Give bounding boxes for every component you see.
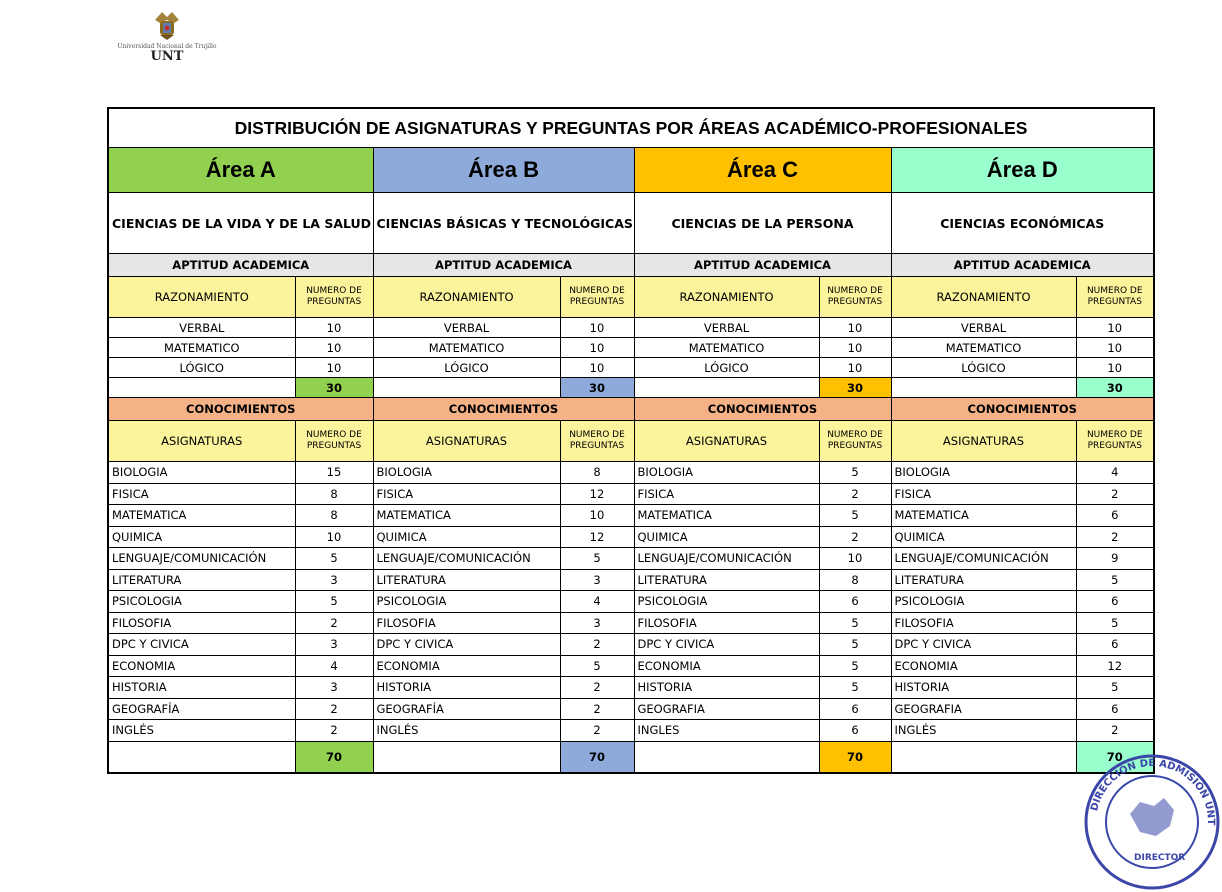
subject-name: QUIMICA xyxy=(891,526,1076,548)
razonamiento-header-row xyxy=(108,277,1154,318)
aptitud-value: 10 xyxy=(1076,338,1154,358)
subject-value: 2 xyxy=(295,720,373,742)
aptitud-label: LÓGICO xyxy=(108,358,295,378)
subject-value: 2 xyxy=(560,634,634,656)
area-a-name: Área A xyxy=(108,148,373,193)
aptitud-label: MATEMATICO xyxy=(891,338,1076,358)
area-description-row xyxy=(108,193,1154,254)
asignaturas-header-row xyxy=(108,421,1154,462)
subject-name: ECONOMIA xyxy=(891,655,1076,677)
subject-row xyxy=(108,612,1154,634)
subject-value: 3 xyxy=(295,569,373,591)
subject-value: 5 xyxy=(819,612,891,634)
admission-stamp xyxy=(1082,752,1222,892)
subject-name: LENGUAJE/COMUNICACIÓN xyxy=(891,548,1076,570)
numero-preguntas-header: NUMERO DE PREGUNTAS xyxy=(560,277,634,318)
aptitud-label: LÓGICO xyxy=(891,358,1076,378)
subject-row xyxy=(108,483,1154,505)
subject-name: LITERATURA xyxy=(891,569,1076,591)
subject-value: 3 xyxy=(560,569,634,591)
subject-row xyxy=(108,677,1154,699)
aptitud-value: 10 xyxy=(1076,358,1154,378)
subject-name: BIOLOGIA xyxy=(108,462,295,484)
subject-value: 2 xyxy=(819,526,891,548)
aptitud-header-row xyxy=(108,254,1154,277)
subject-name: FILOSOFIA xyxy=(891,612,1076,634)
subject-row xyxy=(108,698,1154,720)
subject-name: BIOLOGIA xyxy=(891,462,1076,484)
subject-row xyxy=(108,526,1154,548)
conocimientos-total-spacer xyxy=(634,741,819,773)
subject-value: 5 xyxy=(819,655,891,677)
aptitud-total-area-b: 30 xyxy=(560,378,634,398)
subject-row xyxy=(108,634,1154,656)
numero-preguntas-header: NUMERO DE PREGUNTAS xyxy=(1076,277,1154,318)
subject-value: 10 xyxy=(819,548,891,570)
subject-name: BIOLOGIA xyxy=(634,462,819,484)
conocimientos-header: CONOCIMIENTOS xyxy=(373,398,634,421)
numero-preguntas-header: NUMERO DE PREGUNTAS xyxy=(819,421,891,462)
aptitud-value: 10 xyxy=(560,338,634,358)
aptitud-label: MATEMATICO xyxy=(373,338,560,358)
subject-row xyxy=(108,462,1154,484)
area-name-row xyxy=(108,148,1154,193)
subject-value: 5 xyxy=(819,634,891,656)
aptitud-label: VERBAL xyxy=(108,318,295,338)
subject-value: 2 xyxy=(560,698,634,720)
subject-name: HISTORIA xyxy=(108,677,295,699)
subject-name: ECONOMIA xyxy=(634,655,819,677)
subject-value: 2 xyxy=(819,483,891,505)
aptitud-header: APTITUD ACADEMICA xyxy=(891,254,1154,277)
area-d-description: CIENCIAS ECONÓMICAS xyxy=(891,193,1154,254)
asignaturas-header: ASIGNATURAS xyxy=(634,421,819,462)
subject-value: 10 xyxy=(295,526,373,548)
aptitud-value: 10 xyxy=(819,338,891,358)
subject-value: 12 xyxy=(1076,655,1154,677)
subject-name: INGLES xyxy=(634,720,819,742)
numero-preguntas-header: NUMERO DE PREGUNTAS xyxy=(560,421,634,462)
aptitud-total-row xyxy=(108,378,1154,398)
numero-preguntas-header: NUMERO DE PREGUNTAS xyxy=(819,277,891,318)
subject-value: 8 xyxy=(560,462,634,484)
subject-name: HISTORIA xyxy=(373,677,560,699)
subject-row xyxy=(108,720,1154,742)
subject-value: 5 xyxy=(1076,569,1154,591)
aptitud-label: MATEMATICO xyxy=(108,338,295,358)
conocimientos-header-row xyxy=(108,398,1154,421)
aptitud-total-area-d: 30 xyxy=(1076,378,1154,398)
conocimientos-total-area-d: 70 xyxy=(1076,741,1154,773)
aptitud-label: VERBAL xyxy=(373,318,560,338)
conocimientos-total-area-b: 70 xyxy=(560,741,634,773)
aptitud-row xyxy=(108,318,1154,338)
numero-preguntas-header: NUMERO DE PREGUNTAS xyxy=(1076,421,1154,462)
subject-value: 5 xyxy=(819,462,891,484)
subject-value: 6 xyxy=(1076,634,1154,656)
subject-value: 2 xyxy=(1076,483,1154,505)
subject-value: 12 xyxy=(560,526,634,548)
conocimientos-total-spacer xyxy=(108,741,295,773)
aptitud-header: APTITUD ACADEMICA xyxy=(634,254,891,277)
area-c-name: Área C xyxy=(634,148,891,193)
aptitud-total-spacer xyxy=(373,378,560,398)
aptitud-total-spacer xyxy=(108,378,295,398)
asignaturas-header: ASIGNATURAS xyxy=(373,421,560,462)
razonamiento-header: RAZONAMIENTO xyxy=(634,277,819,318)
aptitud-row xyxy=(108,338,1154,358)
subject-name: FILOSOFIA xyxy=(634,612,819,634)
aptitud-value: 10 xyxy=(1076,318,1154,338)
razonamiento-header: RAZONAMIENTO xyxy=(891,277,1076,318)
asignaturas-header: ASIGNATURAS xyxy=(891,421,1076,462)
aptitud-value: 10 xyxy=(819,318,891,338)
subject-value: 8 xyxy=(295,505,373,527)
subject-name: DPC Y CIVICA xyxy=(373,634,560,656)
subject-value: 6 xyxy=(1076,698,1154,720)
subject-name: MATEMATICA xyxy=(891,505,1076,527)
conocimientos-total-area-c: 70 xyxy=(819,741,891,773)
area-a-description: CIENCIAS DE LA VIDA Y DE LA SALUD xyxy=(108,193,373,254)
subject-name: MATEMATICA xyxy=(634,505,819,527)
subject-value: 6 xyxy=(819,698,891,720)
aptitud-total-spacer xyxy=(634,378,819,398)
subject-name: HISTORIA xyxy=(891,677,1076,699)
subject-value: 2 xyxy=(1076,720,1154,742)
area-b-name: Área B xyxy=(373,148,634,193)
subject-name: QUIMICA xyxy=(373,526,560,548)
subject-name: DPC Y CIVICA xyxy=(891,634,1076,656)
logo-unt-text: UNT xyxy=(150,49,184,64)
subject-name: FISICA xyxy=(634,483,819,505)
razonamiento-header: RAZONAMIENTO xyxy=(108,277,295,318)
subject-name: LITERATURA xyxy=(634,569,819,591)
subject-name: PSICOLOGIA xyxy=(891,591,1076,613)
subject-name: LENGUAJE/COMUNICACIÓN xyxy=(373,548,560,570)
subject-name: MATEMATICA xyxy=(108,505,295,527)
subject-row xyxy=(108,591,1154,613)
subject-value: 6 xyxy=(819,591,891,613)
subject-name: BIOLOGIA xyxy=(373,462,560,484)
subject-value: 2 xyxy=(560,677,634,699)
subject-name: LENGUAJE/COMUNICACIÓN xyxy=(108,548,295,570)
aptitud-row xyxy=(108,358,1154,378)
subject-name: GEOGRAFIA xyxy=(891,698,1076,720)
subject-name: FILOSOFIA xyxy=(373,612,560,634)
subject-name: QUIMICA xyxy=(634,526,819,548)
subject-value: 6 xyxy=(819,720,891,742)
unt-logo xyxy=(108,8,226,64)
table-title: DISTRIBUCIÓN DE ASIGNATURAS Y PREGUNTAS POR ÁREAS ACADÉMICO-PROFESIONALES xyxy=(108,108,1154,148)
aptitud-total-spacer xyxy=(891,378,1076,398)
conocimientos-total-spacer xyxy=(891,741,1076,773)
aptitud-header: APTITUD ACADEMICA xyxy=(373,254,634,277)
subject-name: INGLÉS xyxy=(373,720,560,742)
university-seal-icon xyxy=(150,8,184,42)
subject-name: GEOGRAFÍA xyxy=(373,698,560,720)
subject-value: 12 xyxy=(560,483,634,505)
aptitud-label: MATEMATICO xyxy=(634,338,819,358)
title-row xyxy=(108,108,1154,148)
stamp-bottom-text: DIRECTOR xyxy=(1134,853,1186,863)
conocimientos-header: CONOCIMIENTOS xyxy=(634,398,891,421)
subject-name: FISICA xyxy=(108,483,295,505)
conocimientos-header: CONOCIMIENTOS xyxy=(108,398,373,421)
conocimientos-header: CONOCIMIENTOS xyxy=(891,398,1154,421)
subject-name: INGLÉS xyxy=(108,720,295,742)
subject-name: FISICA xyxy=(373,483,560,505)
subject-name: ECONOMIA xyxy=(373,655,560,677)
subject-value: 2 xyxy=(295,612,373,634)
subject-row xyxy=(108,655,1154,677)
subject-value: 8 xyxy=(819,569,891,591)
subject-value: 2 xyxy=(560,720,634,742)
numero-preguntas-header: NUMERO DE PREGUNTAS xyxy=(295,421,373,462)
aptitud-value: 10 xyxy=(560,318,634,338)
numero-preguntas-header: NUMERO DE PREGUNTAS xyxy=(295,277,373,318)
subject-value: 5 xyxy=(295,548,373,570)
logo-university-text: Universidad Nacional de Trujillo xyxy=(117,43,217,50)
subject-value: 9 xyxy=(1076,548,1154,570)
subject-value: 5 xyxy=(295,591,373,613)
subject-value: 6 xyxy=(1076,505,1154,527)
subject-name: LITERATURA xyxy=(373,569,560,591)
subject-value: 4 xyxy=(1076,462,1154,484)
subject-name: MATEMATICA xyxy=(373,505,560,527)
subject-value: 15 xyxy=(295,462,373,484)
aptitud-label: LÓGICO xyxy=(373,358,560,378)
subject-name: INGLÉS xyxy=(891,720,1076,742)
stamp-top-text: DIRECCIÓN DE ADMISIÓN UNT xyxy=(1089,757,1217,826)
subject-value: 5 xyxy=(560,655,634,677)
aptitud-value: 10 xyxy=(819,358,891,378)
subject-value: 5 xyxy=(1076,612,1154,634)
asignaturas-header: ASIGNATURAS xyxy=(108,421,295,462)
aptitud-value: 10 xyxy=(560,358,634,378)
subject-name: PSICOLOGIA xyxy=(108,591,295,613)
aptitud-label: LÓGICO xyxy=(634,358,819,378)
subject-value: 10 xyxy=(560,505,634,527)
subject-value: 5 xyxy=(560,548,634,570)
aptitud-total-area-c: 30 xyxy=(819,378,891,398)
subject-name: QUIMICA xyxy=(108,526,295,548)
subject-name: GEOGRAFIA xyxy=(634,698,819,720)
subject-value: 5 xyxy=(819,505,891,527)
conocimientos-total-spacer xyxy=(373,741,560,773)
subject-value: 8 xyxy=(295,483,373,505)
aptitud-label: VERBAL xyxy=(891,318,1076,338)
subject-value: 2 xyxy=(1076,526,1154,548)
aptitud-label: VERBAL xyxy=(634,318,819,338)
subject-value: 4 xyxy=(560,591,634,613)
subject-row xyxy=(108,548,1154,570)
aptitud-value: 10 xyxy=(295,338,373,358)
conocimientos-total-area-a: 70 xyxy=(295,741,373,773)
conocimientos-total-row xyxy=(108,741,1154,773)
area-c-description: CIENCIAS DE LA PERSONA xyxy=(634,193,891,254)
aptitud-value: 10 xyxy=(295,318,373,338)
subject-name: PSICOLOGIA xyxy=(373,591,560,613)
aptitud-header: APTITUD ACADEMICA xyxy=(108,254,373,277)
subject-row xyxy=(108,505,1154,527)
subject-value: 5 xyxy=(1076,677,1154,699)
subject-value: 5 xyxy=(819,677,891,699)
subject-value: 2 xyxy=(295,698,373,720)
subject-name: PSICOLOGIA xyxy=(634,591,819,613)
subject-name: FILOSOFIA xyxy=(108,612,295,634)
aptitud-value: 10 xyxy=(295,358,373,378)
subject-name: GEOGRAFÍA xyxy=(108,698,295,720)
subject-name: LITERATURA xyxy=(108,569,295,591)
subject-name: DPC Y CIVICA xyxy=(108,634,295,656)
subject-name: HISTORIA xyxy=(634,677,819,699)
aptitud-total-area-a: 30 xyxy=(295,378,373,398)
subject-name: LENGUAJE/COMUNICACIÓN xyxy=(634,548,819,570)
distribution-table xyxy=(107,107,1155,774)
area-b-description: CIENCIAS BÁSICAS Y TECNOLÓGICAS xyxy=(373,193,634,254)
subject-name: FISICA xyxy=(891,483,1076,505)
subject-value: 6 xyxy=(1076,591,1154,613)
subject-name: DPC Y CIVICA xyxy=(634,634,819,656)
subject-value: 4 xyxy=(295,655,373,677)
subject-value: 3 xyxy=(295,677,373,699)
area-d-name: Área D xyxy=(891,148,1154,193)
subject-value: 3 xyxy=(560,612,634,634)
subject-value: 3 xyxy=(295,634,373,656)
subject-row xyxy=(108,569,1154,591)
subject-name: ECONOMIA xyxy=(108,655,295,677)
razonamiento-header: RAZONAMIENTO xyxy=(373,277,560,318)
